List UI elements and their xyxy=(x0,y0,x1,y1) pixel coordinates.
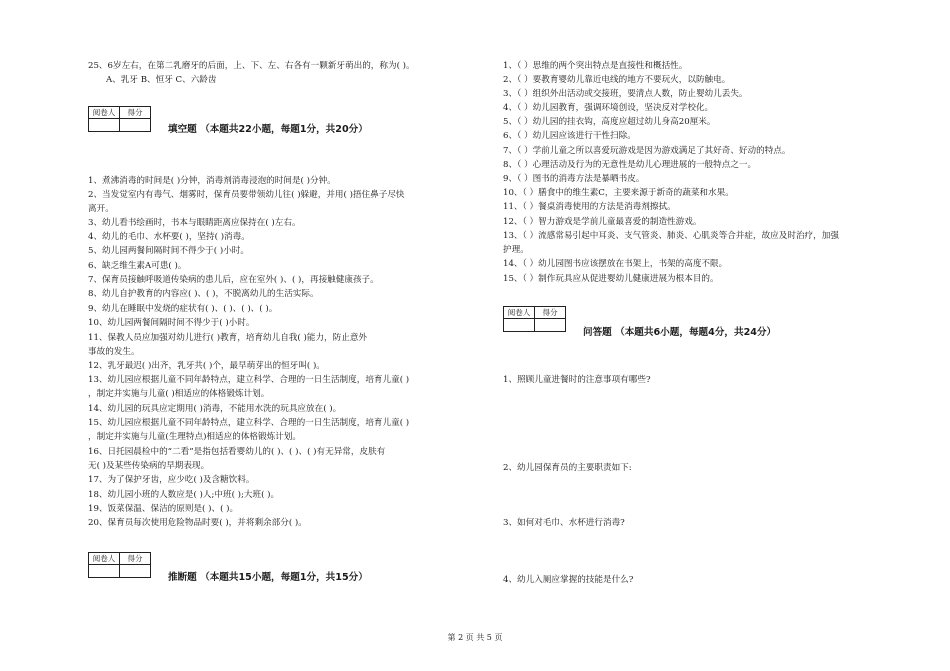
judge-line-9: 9、（ ）图书的消毒方法是暴晒书皮。 xyxy=(503,174,645,184)
judge-line-13b: 护理。 xyxy=(503,245,529,255)
fill-line-16: 16、日托园晨检中的“二看”是指包括看婴幼儿的( )、( )、( )有无异常，皮肤有 xyxy=(88,447,386,457)
fill-line-3: 3、幼儿看书绘画时，书本与眼睛距离应保持在( )左右。 xyxy=(88,218,301,228)
judge-line-15: 15、（ ）制作玩具应从促进婴幼儿健康进展为根本目的。 xyxy=(503,274,719,284)
fill-section-title: 填空题 （本题共22小题，每题1分，共20分） xyxy=(168,124,368,135)
judge-line-13: 13、（ ）流感常易引起中耳炎、支气管炎、肺炎、心肌炎等合并症，故应及时治疗，加强 xyxy=(503,231,839,241)
qa-question-1: 1、照顾儿童进餐时的注意事项有哪些? xyxy=(503,375,651,385)
judge-line-6: 6、（ ）幼儿园应该进行干性扫除。 xyxy=(503,131,636,141)
grader-label: 阅卷人 xyxy=(504,307,535,319)
judge-line-2: 2、（ ）要教育婴幼儿靠近电线的地方不要玩火，以防触电。 xyxy=(503,75,731,85)
fill-line-5: 5、幼儿园两餐间隔时间不得少于( )小时。 xyxy=(88,246,249,256)
page-footer: 第 2 页 共 5 页 xyxy=(447,633,503,642)
fill-line-11: 11、保教人员应加强对幼儿进行( )教育，培育幼儿自我( )能力，防止意外 xyxy=(88,333,368,343)
qa-question-2: 2、幼儿园保育员的主要职责如下: xyxy=(503,463,632,473)
fill-line-16b: 无( )及某些传染病的早期表现。 xyxy=(88,461,210,471)
score-table-qa xyxy=(503,306,566,332)
question-25: 25、6岁左右，在第二乳磨牙的后面，上、下、左、右各有一颗新牙萌出的，称为( )。 xyxy=(88,61,415,71)
judge-line-12: 12、（ ）智力游戏是学前儿童最喜爱的制造性游戏。 xyxy=(503,217,702,227)
question-25-options: A、乳牙 B、恒牙 C、六龄齿 xyxy=(106,75,217,85)
score-label: 得分 xyxy=(535,307,566,319)
judge-line-5: 5、（ ）幼儿园的挂衣钩，高度应超过幼儿身高20厘米。 xyxy=(503,117,716,127)
fill-line-13: 13、幼儿园应根据儿童不同年龄特点，建立科学、合理的一日生活制度，培育儿童( ) xyxy=(88,375,410,385)
qa-section-title: 问答题 （本题共6小题，每题4分，共24分） xyxy=(583,327,777,338)
fill-line-1: 1、煮沸消毒的时间是( )分钟，消毒剂消毒浸泡的时间是( )分钟。 xyxy=(88,176,336,186)
grader-label: 阅卷人 xyxy=(89,553,120,565)
fill-line-19: 19、饭菜保温、保洁的原则是( )、( )。 xyxy=(88,504,239,514)
fill-line-2b: 离开。 xyxy=(88,204,114,214)
judge-line-7: 7、（ ）学前儿童之所以喜爱玩游戏是因为游戏满足了其好奇、好动的特点。 xyxy=(503,146,791,156)
fill-line-15b: ，制定并实施与儿童(生理特点)相适应的体格锻炼计划。 xyxy=(88,432,301,442)
fill-line-8: 8、幼儿自护教育的内容应( )、( )，不脱离幼儿的生活实际。 xyxy=(88,289,319,299)
judge-line-8: 8、（ ）心理活动及行为的无意性是幼儿心理进展的一般特点之一。 xyxy=(503,160,757,170)
fill-line-14: 14、幼儿园的玩具应定期用( )消毒，不能用水洗的玩具应放在( )。 xyxy=(88,404,342,414)
fill-line-18: 18、幼儿园小班的人数应是( )人;中班( );大班( )。 xyxy=(88,490,280,500)
fill-line-20: 20、保育员每次使用危险物品时要( )，并将剩余部分( )。 xyxy=(88,518,307,528)
judge-line-4: 4、（ ）幼儿园教育，强调环境创设，坚决反对学校化。 xyxy=(503,103,714,113)
fill-line-17: 17、为了保护牙齿，应少吃( )及含糖饮料。 xyxy=(88,475,255,485)
qa-question-4: 4、幼儿入厕应掌握的技能是什么? xyxy=(503,575,634,585)
fill-line-9: 9、幼儿在睡眠中发烧的症状有( )、( )、( )、( )。 xyxy=(88,304,278,314)
judge-line-1: 1、（ ）思维的两个突出特点是直接性和概括性。 xyxy=(503,61,688,71)
fill-line-13b: ，制定并实施与儿童( )相适应的体格锻炼计划。 xyxy=(88,389,270,399)
grader-label: 阅卷人 xyxy=(89,107,120,119)
score-label: 得分 xyxy=(120,553,151,565)
judge-line-10: 10、（ ）膳食中的维生素C，主要来源于新奇的蔬菜和水果。 xyxy=(503,188,734,198)
judge-line-11: 11、（ ）餐桌消毒使用的方法是消毒剂擦拭。 xyxy=(503,202,676,212)
fill-line-10: 10、幼儿园两餐间隔时间不得少于( )小时。 xyxy=(88,318,255,328)
judge-line-14: 14、（ ）幼儿园图书应该摆放在书架上，书架的高度不限。 xyxy=(503,259,728,269)
fill-line-6: 6、缺乏维生素A可患( )。 xyxy=(88,261,187,271)
judge-section-title: 推断题 （本题共15小题，每题1分，共15分） xyxy=(168,572,368,583)
score-table-fill xyxy=(88,106,151,132)
fill-line-7: 7、保育员接触呼吸道传染病的患儿后，应在室外( )、( )，再接触健康孩子。 xyxy=(88,275,379,285)
fill-line-11b: 事故的发生。 xyxy=(88,347,140,357)
fill-line-12: 12、乳牙最迟( )出齐，乳牙共( )个，最早萌芽出的恒牙叫( )。 xyxy=(88,361,325,371)
fill-line-2: 2、当发觉室内有毒气、烟雾时，保育员要带领幼儿往( )躲避，并用( )捂住鼻子尽快 xyxy=(88,190,405,200)
score-table-judge xyxy=(88,552,151,578)
judge-line-3: 3、（ ）组织外出活动或交接班，要清点人数，防止婴幼儿丢失。 xyxy=(503,89,748,99)
fill-line-4: 4、幼儿的毛巾、水杯要( )，坚持( )消毒。 xyxy=(88,232,250,242)
score-label: 得分 xyxy=(120,107,151,119)
qa-question-3: 3、如何对毛巾、水杯进行消毒? xyxy=(503,518,625,528)
fill-line-15: 15、幼儿园应根据儿童不同年龄特点，建立科学、合理的一日生活制度，培育儿童( ) xyxy=(88,418,410,428)
